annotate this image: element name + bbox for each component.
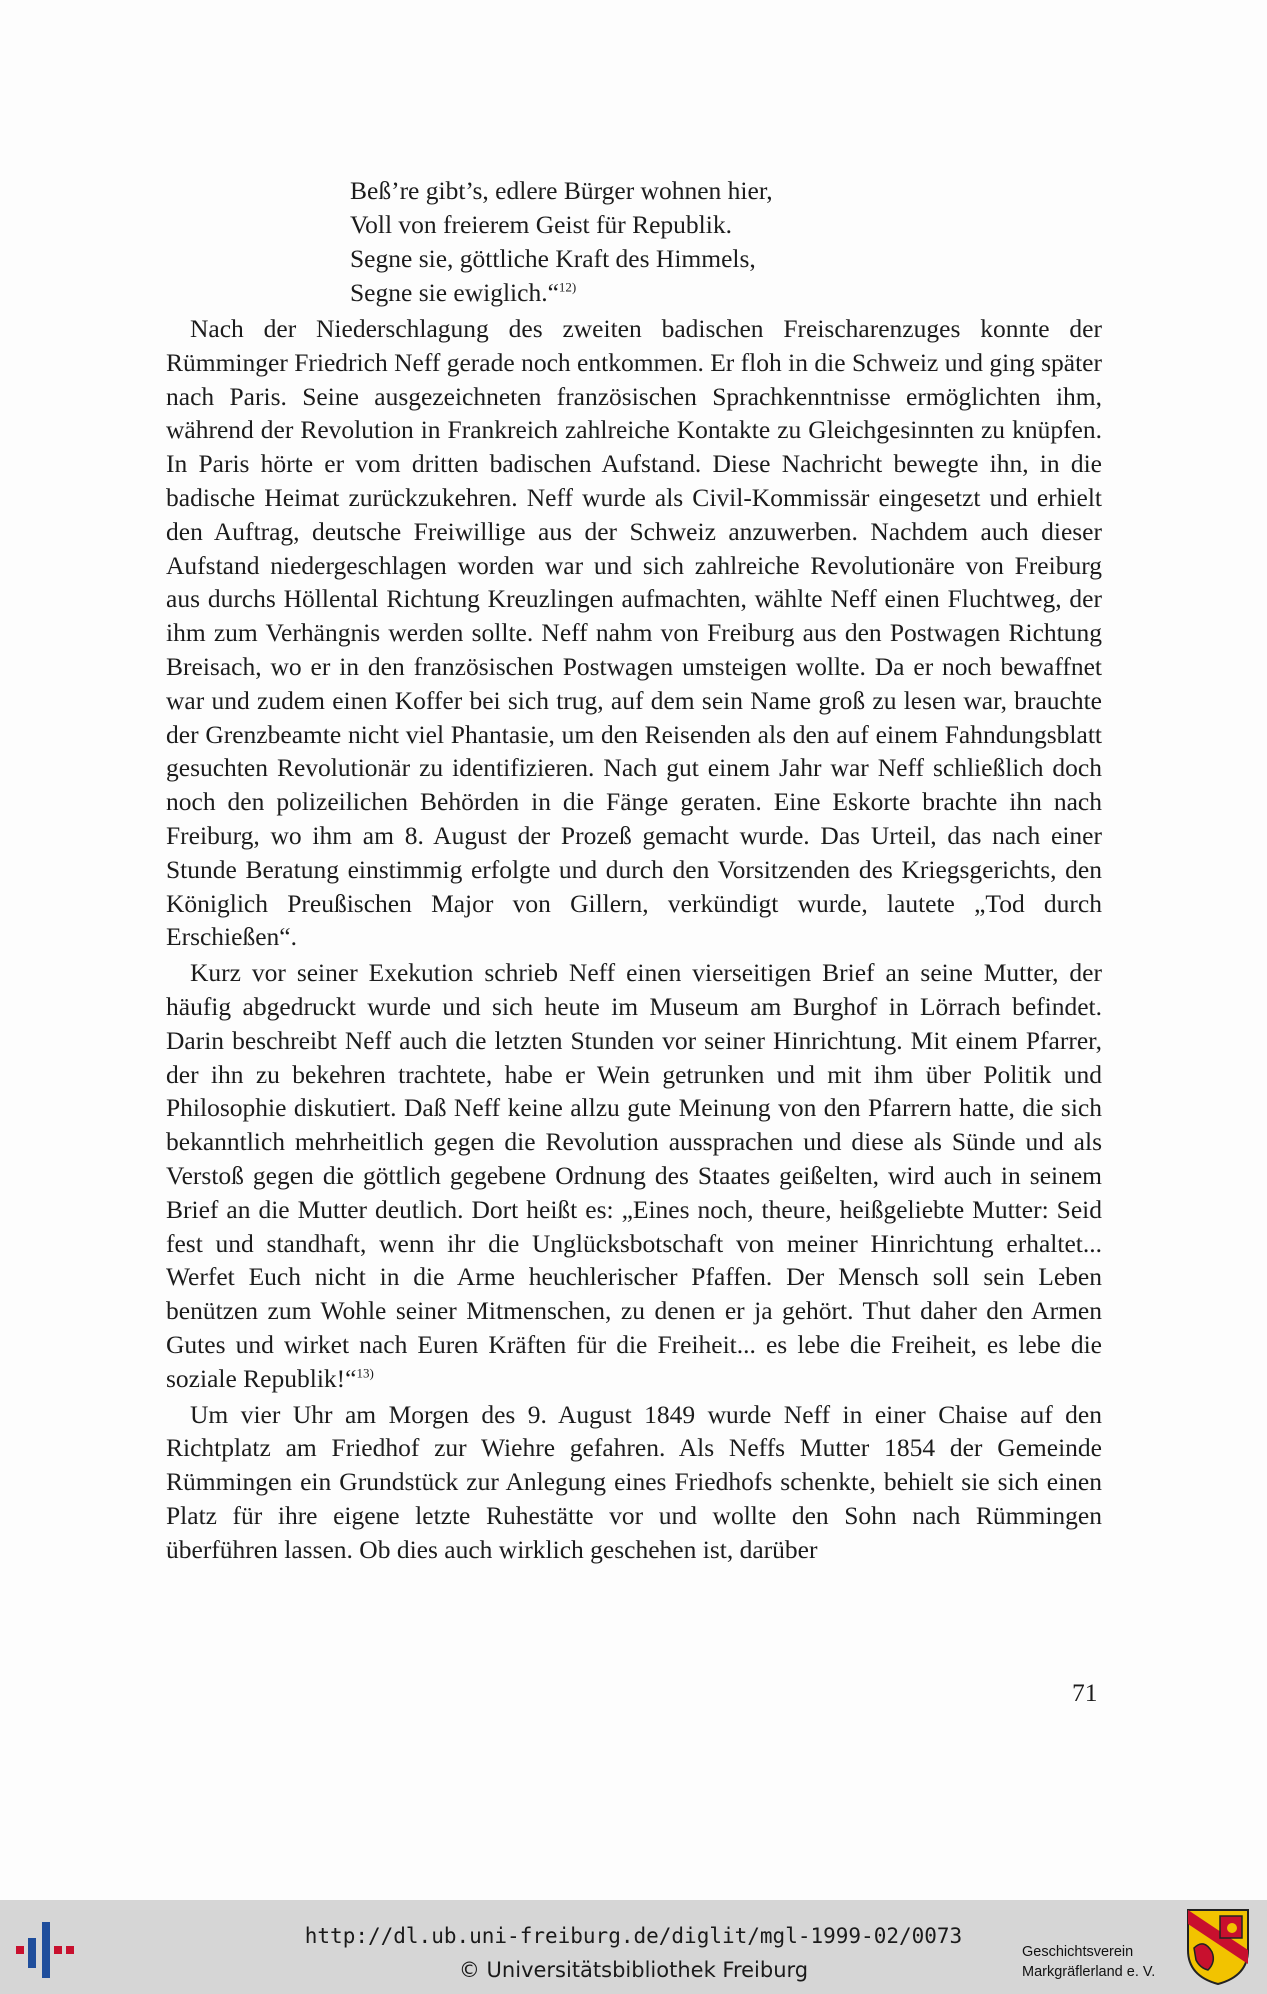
viewer-footer [0, 1900, 1267, 1994]
permalink-url[interactable]: http://dl.ub.uni-freiburg.de/diglit/mgl-1999-02/0073 [304, 1924, 963, 1948]
footnote-marker: 13) [356, 1365, 374, 1381]
copyright-notice: © Universitätsbibliothek Freiburg [458, 1958, 809, 1982]
body-text [166, 312, 1102, 1566]
paragraph: Nach der Niederschlagung des zweiten badischen Freischarenzuges konnte der Rümminger Friedrich Neff gerade noch entkommen. Er floh in die Schweiz und ging später nach Paris. Seine ausgezeichneten französischen Sprachkenntnisse ermöglichten ihm, während der Revolution in Frankreich zahlreiche Kontakte zu Gleichgesinnten zu knüpfen. In Paris hörte er vom dritten badischen Aufstand. Diese Nachricht bewegte ihn, in die badische Heimat zurückzukehren. Neff wurde als Civil-Kommissär eingesetzt und erhielt den Auftrag, deutsche Freiwillige aus der Schweiz anzuwerben. Nachdem auch dieser Aufstand niedergeschlagen worden war und sich zahlreiche Revolutionäre von Freiburg aus durchs Höllental Richtung Kreuzlingen aufmachten, wählte Neff einen Fluchtweg, der ihm zum Verhängnis werden sollte. Neff nahm von Freiburg aus den Postwagen Richtung Breisach, wo er in den französischen Postwagen umsteigen wollte. Da er noch bewaffnet war und zudem einen Koffer bei sich trug, auf dem sein Name groß zu lesen war, brauchte der Grenzbeamte nicht viel Phantasie, um den Reisenden als den auf einem Fahndungsblatt gesuchten Revolutionär zu identifizieren. Nach gut einem Jahr war Neff schließlich doch noch den polizeilichen Behörden in die Fänge geraten. Eine Eskorte brachte ihn nach Freiburg, wo ihm am 8. August der Prozeß gemacht wurde. Das Urteil, das nach einer Stunde Beratung einstimmig erfolgte und durch den Vorsitzenden des Kriegsgerichts, den Königlich Preußischen Major von Gillern, verkündigt wurde, lautete „Tod durch Erschießen“. [166, 314, 1102, 952]
paragraph: Um vier Uhr am Morgen des 9. August 1849 wurde Neff in einer Chaise auf den Richtplatz am Friedhof zur Wiehre gefahren. Als Neffs Mutter 1854 der Gemeinde Rümmingen ein Grundstück zur Anlegung eines Friedhofs schenkte, behielt sie sich einen Platz für ihre eigene letzte Ruhestätte vor und wollte den Sohn nach Rümmingen überführen lassen. Ob dies auch wirklich geschehen ist, darüber [166, 1399, 1102, 1564]
poem-line: Segne sie ewiglich.“$^{12)}$ [350, 278, 577, 307]
coat-of-arms-icon [1186, 1908, 1250, 1986]
society-name: Geschichtsverein Markgräflerland e. V. [1022, 1944, 1156, 1980]
page-number: 71 [1072, 1678, 1098, 1707]
poem-line: Segne sie, göttliche Kraft des Himmels, [350, 244, 756, 273]
poem-stanza [350, 174, 910, 310]
footnote-marker: 12) [558, 279, 577, 295]
poem-line: Voll von freierem Geist für Republik. [350, 210, 732, 239]
poem-line: Beß’re gibt’s, edlere Bürger wohnen hier, [350, 176, 773, 205]
paragraph: Kurz vor seiner Exekution schrieb Neff einen vierseitigen Brief an seine Mutter, der häufig abgedruckt wurde und sich heute im Museum am Burghof in Lörrach befindet. Darin beschreibt Neff auch die letzten Stunden vor seiner Hinrichtung. Mit einem Pfarrer, der ihn zu bekehren trachtete, habe er Wein getrunken und mit ihm über Politik und Philosophie diskutiert. Daß Neff keine allzu gute Meinung von den Pfarrern hatte, die sich bekanntlich mehrheitlich gegen die Revolution aussprachen und diese als Sünde und als Verstoß gegen die göttlich gegebene Ordnung des Staates geißelten, wird auch in seinem Brief an die Mutter deutlich. Dort heißt es: „Eines noch, theure, heißgeliebte Mutter: Seid fest und standhaft, wenn ihr die Unglücksbotschaft von meiner Hinrichtung erhaltet... Werfet Euch nicht in die Arme heuchlerischer Pfaffen. Der Mensch soll sein Leben benützen zum Wohle seiner Mitmenschen, zu denen er ja gehört. Thut daher den Armen Gutes und wirket nach Euren Kräften für die Freiheit... es lebe die Freiheit, es lebe die soziale Republik!“$^{13)}$ [166, 958, 1102, 1393]
